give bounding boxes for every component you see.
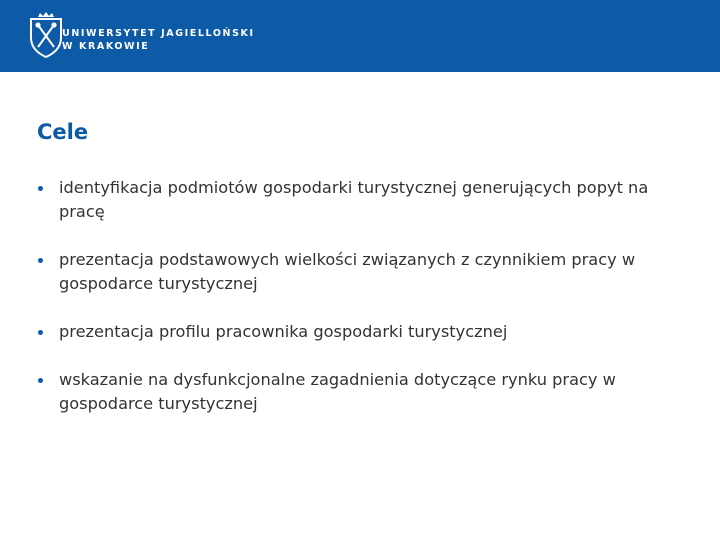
university-name-line2: W KRAKOWIE — [62, 41, 150, 52]
bullet-list — [37, 176, 677, 440]
bullet-item: prezentacja podstawowych wielkości związanych z czynnikiem pracy w gospodarce turystycznej — [37, 248, 677, 296]
header-bar — [0, 0, 720, 72]
slide-title: Cele — [37, 120, 89, 144]
university-name — [62, 27, 255, 53]
bullet-item: prezentacja profilu pracownika gospodarki turystycznej — [37, 320, 677, 344]
bullet-item: wskazanie na dysfunkcjonalne zagadnienia dotyczące rynku pracy w gospodarce turystycznej — [37, 368, 677, 416]
university-crest-icon — [28, 12, 64, 58]
university-name-line1: UNIWERSYTET JAGIELLOŃSKI — [62, 28, 255, 39]
bullet-item: identyfikacja podmiotów gospodarki turystycznej generujących popyt na pracę — [37, 176, 677, 224]
